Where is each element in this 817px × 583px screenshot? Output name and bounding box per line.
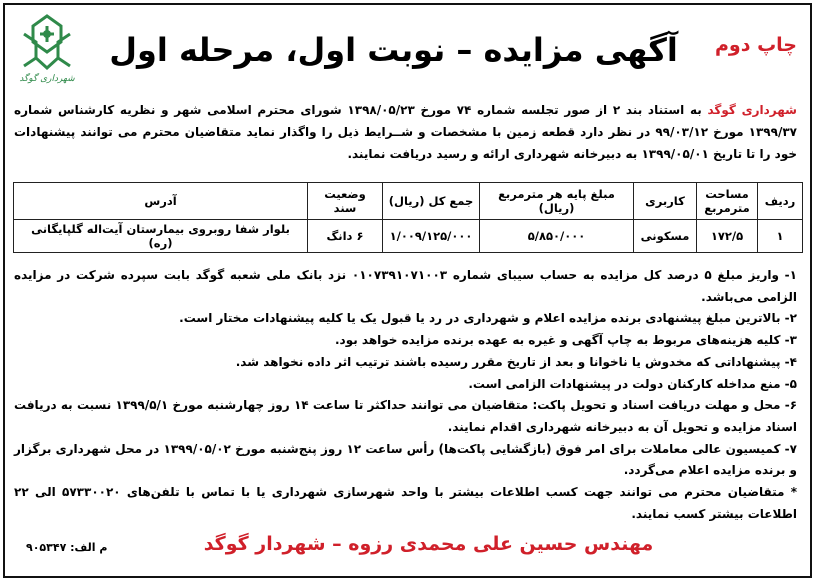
reference-number: م الف: ۹۰۵۳۴۷	[26, 541, 108, 554]
cell-unit-price: ۵/۸۵۰/۰۰۰	[480, 220, 634, 253]
header-row-number: ردیف	[758, 183, 803, 220]
intro-organization: شهرداری گوگد	[707, 103, 797, 117]
municipality-logo	[16, 12, 78, 90]
term-item: ۵- منع مداخله کارکنان دولت در پیشنهادات الزامی است.	[468, 376, 797, 391]
term-item: ۶- محل و مهلت دریافت اسناد و تحویل پاکت: متقاضیان می توانند حداکثر تا ساعت ۱۴ روز چهارشنبه مورخ ۱۳۹۹/۵/۱ نسبت به دریافت اسناد مزایده و تحویل آن به دبیرخانه شهرداری اقدام نمایند.	[14, 398, 798, 434]
term-item: ۱- واریز مبلغ ۵ درصد کل مزایده به حساب سیبای شماره ۰۱۰۷۳۹۱۰۷۱۰۰۳ نزد بانک ملی شعبه گوگد بابت سپرده شرکت در مزایده الزامی می‌باشد.	[14, 268, 797, 304]
term-item: * متقاضیان محترم می توانند جهت کسب اطلاعات بیشتر با واحد شهرسازی شهرداری یا با تماس با تلفن‌های ۵۷۳۳۰۰۲۰ الی ۲۲ اطلاعات بیشتر کسب نمایند.	[14, 485, 797, 521]
cell-row-number: ۱	[758, 220, 803, 253]
page-title: آگهی مزایده – نوبت اول، مرحله اول	[109, 31, 678, 69]
cell-total: ۱/۰۰۹/۱۲۵/۰۰۰	[383, 220, 480, 253]
print-edition-label: چاپ دوم	[714, 34, 797, 56]
header-deed-status: وضعیت سند	[308, 183, 383, 220]
header-address: آدرس	[14, 183, 308, 220]
table-header-row	[14, 183, 803, 220]
auction-items-table	[13, 182, 803, 253]
term-item: ۲- بالاترین مبلغ پیشنهادی برنده مزایده اعلام و شهرداری در رد یا قبول یک یا کلیه پیشنهادات مختار است.	[179, 311, 797, 326]
table-row	[14, 220, 803, 253]
cell-usage: مسکونی	[634, 220, 697, 253]
term-item: ۴- پیشنهاداتی که مخدوش یا ناخوانا و بعد از تاریخ مقرر رسیده باشند ترتیب اثر داده نخواهد شد.	[235, 354, 797, 369]
header-usage: کاربری	[634, 183, 697, 220]
intro-text: به استناد بند ۲ از صور تجلسه شماره ۷۴ مورخ ۱۳۹۸/۰۵/۲۳ شورای محترم اسلامی شهر و نظریه کارشناس شماره ۱۳۹۹/۳۷ مورخ ۹۹/۰۳/۱۲ در نظر دارد قطعه زمین با مشخصات و شــرایط ذیل را واگذار نماید متقاضیان محترم می توانند پیشنهادات خود را تا تاریخ ۱۳۹۹/۰۵/۰۱ به دبیرخانه شهرداری ارائه و رسید دریافت نمایند.	[14, 103, 797, 161]
cell-address: بلوار شفا روبروی بیمارستان آیت‌اله گلپایگانی (ره)	[14, 220, 308, 253]
header-area: مساحت مترمربع	[697, 183, 758, 220]
term-item: ۷- کمیسیون عالی معاملات برای امر فوق (بازگشایی پاکت‌ها) رأس ساعت ۱۲ روز پنج‌شنبه مورخ ۱۳۹۹/۰۵/۰۲ در محل شهرداری برگزار و برنده مزایده اعلام می‌گردد.	[14, 441, 797, 478]
terms-list	[14, 265, 797, 525]
intro-paragraph	[14, 99, 797, 165]
logo-caption: شهرداری گوگد	[19, 74, 75, 84]
header-unit-price: مبلغ پایه هر مترمربع (ریال)	[480, 183, 634, 220]
header-total: جمع کل (ریال)	[383, 183, 480, 220]
term-item: ۳- کلیه هزینه‌های مربوط به چاپ آگهی و غیره به عهده برنده مزایده خواهد بود.	[334, 333, 797, 348]
mayor-signature: مهندس حسین علی محمدی رزوه – شهردار گوگد	[203, 533, 654, 555]
cell-deed-status: ۶ دانگ	[308, 220, 383, 253]
logo-emblem-icon	[16, 12, 78, 74]
cell-area: ۱۷۲/۵	[697, 220, 758, 253]
